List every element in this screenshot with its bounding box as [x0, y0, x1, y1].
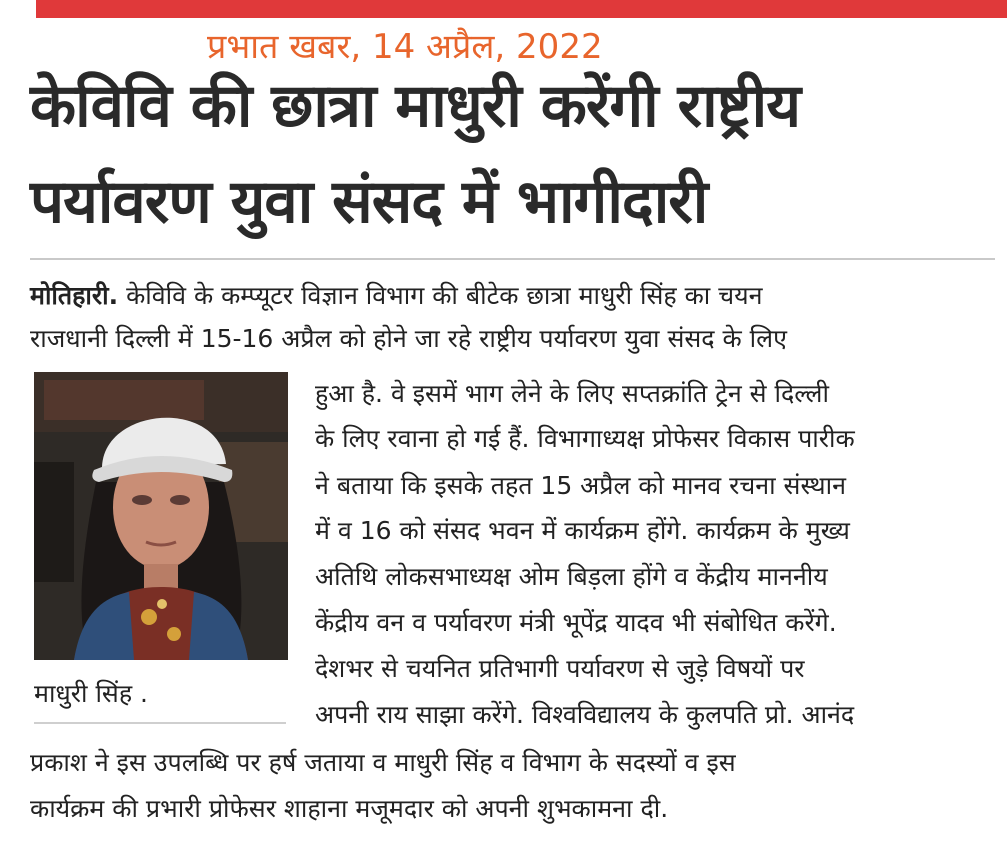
dateline: मोतिहारी.	[30, 281, 119, 310]
article-line-12: कार्यक्रम की प्रभारी प्रोफेसर शाहाना मजूमदार को अपनी शुभकामना दी.	[30, 794, 669, 823]
article-line-2: राजधानी दिल्ली में 15-16 अप्रैल को होने जा रहे राष्ट्रीय पर्यावरण युवा संसद के लिए	[30, 324, 787, 353]
article-line-11: प्रकाश ने इस उपलब्धि पर हर्ष जताया व माधुरी सिंह व विभाग के सदस्यों व इस	[30, 748, 736, 777]
article-line-1	[30, 283, 762, 308]
headline-line-1: केविवि की छात्रा माधुरी करेंगी राष्ट्रीय	[30, 71, 801, 141]
article-line-3: हुआ है. वे इसमें भाग लेने के लिए सप्तक्रांति ट्रेन से दिल्ली	[315, 379, 829, 408]
article-line-6: में व 16 को संसद भवन में कार्यक्रम होंगे. कार्यक्रम के मुख्य	[315, 516, 850, 545]
source-line: प्रभात खबर, 14 अप्रैल, 2022	[207, 27, 603, 67]
portrait-illustration	[34, 372, 288, 660]
portrait-photo	[34, 372, 288, 660]
headline-divider	[30, 258, 995, 260]
photo-caption: माधुरी सिंह .	[34, 679, 148, 708]
article-line-7: अतिथि लोकसभाध्यक्ष ओम बिड़ला होंगे व केंद्रीय माननीय	[315, 562, 828, 591]
article-line-9: देशभर से चयनित प्रतिभागी पर्यावरण से जुड़े विषयों पर	[315, 654, 805, 683]
header-red-bar	[36, 0, 1007, 18]
article-line-4: के लिए रवाना हो गई हैं. विभागाध्यक्ष प्रोफेसर विकास पारीक	[315, 424, 855, 453]
article-line-5: ने बताया कि इसके तहत 15 अप्रैल को मानव रचना संस्थान	[315, 471, 847, 500]
article-line-8: केंद्रीय वन व पर्यावरण मंत्री भूपेंद्र यादव भी संबोधित करेंगे.	[315, 608, 837, 637]
article-line-10: अपनी राय साझा करेंगे. विश्वविद्यालय के कुलपति प्रो. आनंद	[315, 700, 855, 729]
caption-divider	[34, 722, 286, 724]
top-margin	[0, 0, 36, 18]
headline-line-2: पर्यावरण युवा संसद में भागीदारी	[30, 167, 708, 237]
article-text: केविवि के कम्प्यूटर विज्ञान विभाग की बीटेक छात्रा माधुरी सिंह का चयन	[126, 281, 763, 310]
